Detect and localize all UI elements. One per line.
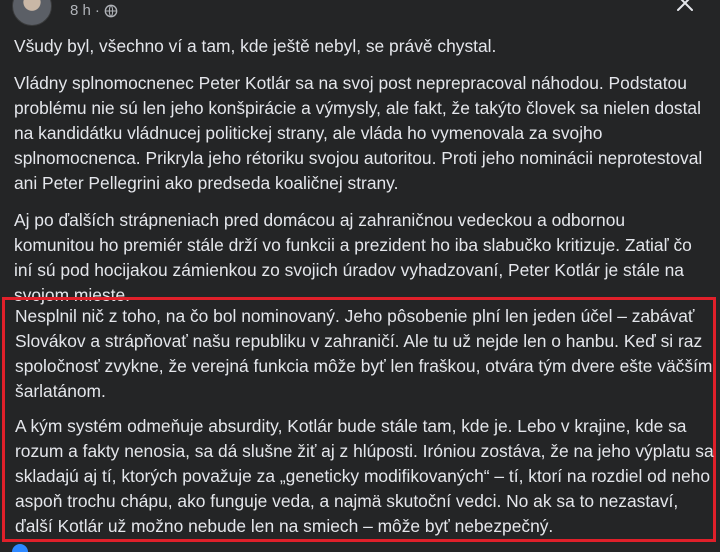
post-paragraph-3: Aj po ďalších strápneniach pred domácou aj zahraničnou vedeckou a odbornou komunitou ho premiér stále drží vo funkcii a prezident ho iba slabučko kritizuje. Zatiaľ čo iní sú pod hocijakou zámienkou zo svojich úradov vyhadzovaní, Peter Kotlár je stále na svojom mieste. bbox=[14, 210, 692, 305]
like-icon bbox=[12, 544, 28, 552]
post-body bbox=[14, 34, 714, 320]
meta-separator: · bbox=[94, 2, 100, 19]
highlighted-paragraph-1: Nesplnil nič z toho, na čo bol nominovaný. Jeho pôsobenie plní len jeden účel – zabávať Slovákov a strápňovať našu republiku v zahraničí. Ale tu už nejde len o hanbu. Keď si raz spoločnosť zvykne, že verejná funkcia môže byť len fraškou, otvára tým dvere ešte väčším šarlatánom. bbox=[15, 306, 713, 401]
close-icon[interactable] bbox=[674, 0, 696, 14]
avatar[interactable] bbox=[12, 0, 52, 26]
post-time[interactable]: 8 h bbox=[70, 2, 91, 19]
highlighted-section bbox=[2, 297, 716, 542]
highlighted-paragraph-2: A kým systém odmeňuje absurdity, Kotlár bude stále tam, kde je. Lebo v krajine, kde sa rozum a fakty nenosia, sa dá slušne žiť aj z hlúposti. Iróniou zostáva, že na jeho výplatu sa skladajú aj tí, ktorých považuje za „geneticky modifikovaných“ – tí, ktorí na rozdiel od neho aspoň trochu chápu, ako funguje veda, a najmä skutoční vedci. No ak sa to nezastaví, ďalší Kotlár už možno nebude len na smiech – môže byť nebezpečný. bbox=[15, 416, 714, 536]
post-paragraph-1: Všudy byl, všechno ví a tam, kde ještě nebyl, se právě chystal. bbox=[14, 36, 497, 56]
post-footer bbox=[0, 542, 720, 552]
reactions-summary[interactable] bbox=[12, 544, 28, 552]
post-paragraph-2: Vládny splnomocnenec Peter Kotlár sa na svoj post neprepracoval náhodou. Podstatou problému nie sú len jeho konšpirácie a výmysly, ale fakt, že takýto človek sa nielen dostal na kandidátku vládnucej politickej strany, ale vláda ho vymenovala za svojho splnomocnenca. Prikryla jeho rétoriku svojou autoritou. Proti jeho nominácii neprotestoval ani Peter Pellegrini ako predseda koaličnej strany. bbox=[14, 73, 703, 193]
globe-icon[interactable] bbox=[104, 4, 118, 18]
post-meta bbox=[70, 2, 118, 19]
post-header bbox=[0, 0, 720, 26]
